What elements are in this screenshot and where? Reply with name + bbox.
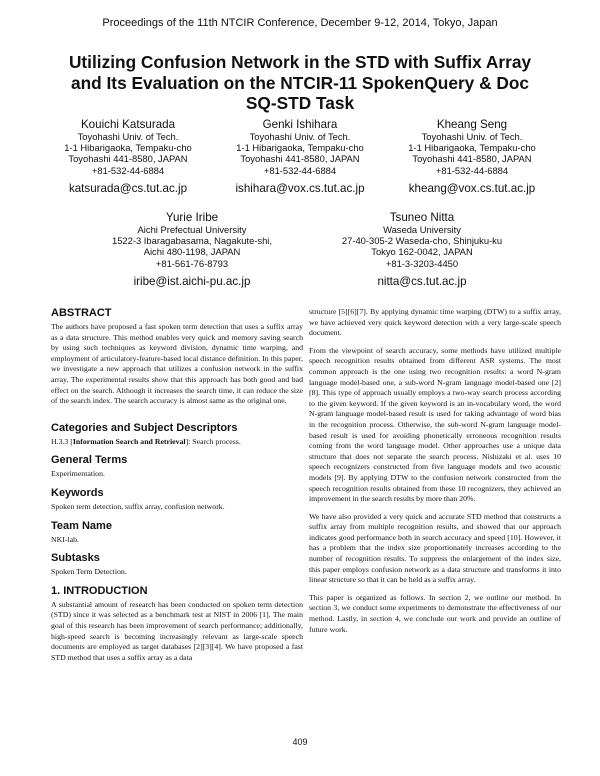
author-name: Kheang Seng: [436, 118, 508, 131]
categories-bold: Information Search and Retrieval: [72, 436, 186, 446]
author-affiliation: Toyohashi Univ. of Tech.: [421, 131, 523, 142]
author-address-2: Toyohashi 441-8580, JAPAN: [240, 153, 360, 165]
author-name: Tsuneo Nitta: [389, 211, 455, 224]
author-address-2: Aichi 480-1198, JAPAN: [143, 246, 241, 258]
author-address-1: 27-40-305-2 Waseda-cho, Shinjuku-ku: [341, 235, 503, 247]
body-paragraph: This paper is organized as follows. In section 2, we outline our method. In section 3, we conduct some experiments to demonstrate the effectiveness of our method. Lastly, in section 4, we conclude our work and provide an outline of future work.: [309, 592, 561, 634]
categories-heading: Categories and Subject Descriptors: [51, 421, 238, 434]
keywords-text: Spoken term detection, suffix array, confusion network.: [51, 501, 225, 511]
author-affiliation: Waseda University: [383, 224, 461, 235]
author-affiliation: Aichi Prefectual University: [137, 224, 247, 235]
author-affiliation: Toyohashi Univ. of Tech.: [249, 131, 351, 142]
author-block: [384, 118, 560, 195]
categories-rest: ]: Search process.: [185, 436, 241, 446]
body-paragraph: We have also provided a very quick and accurate STD method that constructs a suffix array from multiple recognition results, and showed that our approach indicates good performance both in search accuracy and speed [10]. However, it has a problem that the index size proportionately increases according to the number of recognition results. To suppress the enlargement of the index size, this paper employs confusion network as a data structure and transforms it into linear structure so that it can be held as a suffix array.: [309, 511, 561, 585]
subtasks-text: Spoken Term Detection.: [51, 567, 127, 577]
author-phone: +81-532-44-6884: [263, 164, 337, 176]
author-phone: +81-532-44-6884: [91, 164, 165, 176]
author-address-2: Toyohashi 441-8580, JAPAN: [412, 153, 532, 165]
introduction-text: A substantial amount of research has been conducted on spoken term detection (STD) since it was selected as a benchmark test at NIST in 2006 [1]. The main goal of this research has been improvement of search performance; additionally, high-speed search is becoming increasingly relevant as large-scale speech documents are employed as target databases [2][3][4]. We have proposed a fast STD method that uses a suffix array as a data: [51, 599, 303, 662]
paper-title: [40, 52, 560, 114]
abstract-text: The authors have proposed a fast spoken term detection that uses a suffix array as a data structure. This method enables very quick and memory saving search by using such techniques as keyword division, dynamic time warping, and employment of articulatory-feature-based local distance definition. In this paper, we investigate a new approach that utilizes a confusion network in the suffix array. The experimental results show that this approach has both good and bad effect on the search. Although it increases the search time, it can reduce the size of the search index. The search accuracy is almost same as the original one.: [51, 322, 303, 406]
running-header: Proceedings of the 11th NTCIR Conference, December 9-12, 2014, Tokyo, Japan: [102, 17, 498, 29]
author-email: iribe@ist.aichi-pu.ac.jp: [133, 274, 251, 288]
author-email: nitta@cs.tut.ac.jp: [377, 274, 467, 288]
author-block: [92, 211, 292, 288]
categories-code: H.3.3 [: [51, 436, 73, 446]
author-address-2: Tokyo 162-0042, JAPAN: [371, 246, 473, 258]
team-name-text: NKI-lab.: [51, 534, 79, 544]
general-terms-text: Experimentation.: [51, 469, 105, 479]
author-block: [40, 118, 216, 195]
right-column: [309, 307, 561, 642]
team-name-heading: Team Name: [51, 519, 112, 532]
author-address-1: 1-1 Hibarigaoka, Tempaku-cho: [236, 142, 364, 154]
author-email: katsurada@cs.tut.ac.jp: [68, 181, 188, 195]
abstract-heading: ABSTRACT: [51, 307, 112, 319]
categories-text: [51, 437, 303, 448]
body-paragraph: structure [5][6][7]. By applying dynamic time warping (DTW) to a suffix array, we have achieved very quick keyword detection with a very large-scale speech document.: [309, 307, 561, 338]
author-phone: +81-532-44-6884: [435, 164, 509, 176]
author-phone: +81-3-3203-4450: [385, 257, 459, 269]
title-line-1: Utilizing Confusion Network in the STD with Suffix Array: [68, 52, 532, 72]
author-phone: +81-561-76-8793: [155, 257, 229, 269]
author-address-1: 1-1 Hibarigaoka, Tempaku-cho: [408, 142, 536, 154]
author-block: [322, 211, 522, 288]
author-email: ishihara@vox.cs.tut.ac.jp: [235, 181, 365, 195]
author-name: Yurie Iribe: [165, 211, 219, 224]
general-terms-heading: General Terms: [51, 454, 128, 467]
body-paragraph: From the viewpoint of search accuracy, some methods have utilized multiple speech recognition results obtained from different ASR systems. The most common approach is the one using two recognition results: a word N-gram language model-based one, a sub-word N-gram language model-based one [2][8]. This type of approach usually employs a two-way search process according to the given keyword. If the given keyword is an in-vocabulary word, the word N-gram language model-based result is used for taking advantage of word bias in the recognition process. Otherwise, the sub-word N-gram language model-based result is used for avoiding phonetically erroneous recognition results coming from the word language model. Other approaches use a unique data structure that does not separate the search process. Nishizaki et al. uses 10 speech recognizers constructed from five language models and two acoustic models [9]. By applying DTW to the confusion network constructed from the speech recognition results obtained from these 10 recognizers, they achieved an improvement in the search results by more than 20%.: [309, 345, 561, 504]
keywords-heading: Keywords: [51, 486, 104, 499]
page-number: 409: [292, 737, 308, 747]
author-affiliation: Toyohashi Univ. of Tech.: [77, 131, 179, 142]
author-block: [212, 118, 388, 195]
left-column: [51, 307, 303, 670]
author-email: kheang@vox.cs.tut.ac.jp: [408, 181, 536, 195]
subtasks-heading: Subtasks: [51, 552, 100, 565]
author-name: Genki Ishihara: [262, 118, 338, 131]
author-address-1: 1-1 Hibarigaoka, Tempaku-cho: [64, 142, 192, 154]
title-line-3: SQ-STD Task: [245, 93, 355, 113]
author-address-2: Toyohashi 441-8580, JAPAN: [68, 153, 188, 165]
author-address-1: 1522-3 Ibaragabasama, Nagakute-shi,: [112, 235, 272, 247]
author-name: Kouichi Katsurada: [80, 118, 176, 131]
title-line-2: and Its Evaluation on the NTCIR-11 SpokenQuery & Doc: [70, 72, 530, 93]
introduction-heading: 1. INTRODUCTION: [51, 584, 148, 597]
